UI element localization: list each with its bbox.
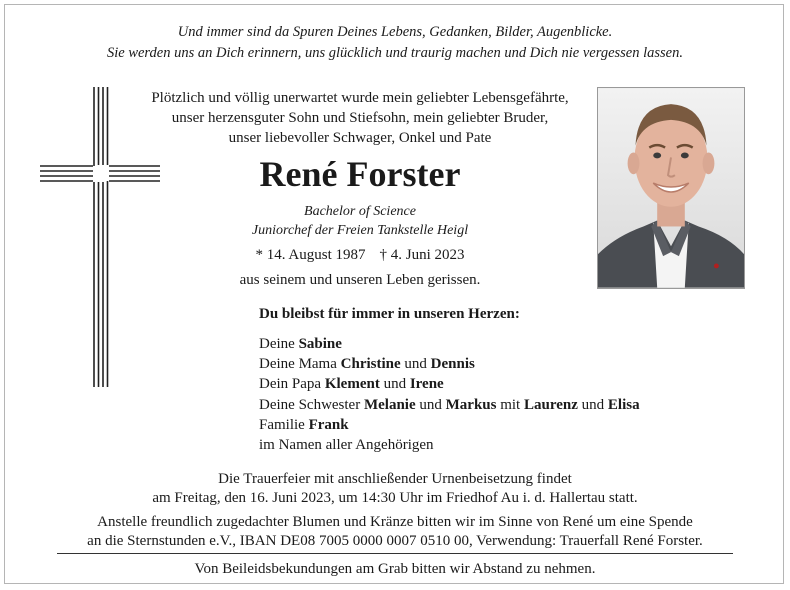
family-line-text: und: [415, 396, 446, 413]
service-line-1: Die Trauerfeier mit anschließender Urnenbeisetzung findet: [218, 471, 572, 487]
family-member-name: Klement: [324, 376, 380, 393]
family-member-name: Laurenz: [523, 396, 578, 413]
life-dates: [120, 245, 600, 265]
intro-line-2: unser herzensguter Sohn und Stiefsohn, mein geliebter Bruder,: [171, 110, 549, 126]
donation-line-1: Anstelle freundlich zugedachter Blumen und Kränze bitten wir im Sinne von René um eine Spende: [97, 514, 693, 530]
family-member-name: Markus: [445, 396, 497, 413]
family-line-text: Deine: [259, 336, 299, 352]
family-line-text: Dein Papa: [259, 376, 325, 393]
family-line-text: und: [379, 376, 410, 393]
subtitle-degree: Bachelor of Science: [304, 204, 416, 219]
family-line-text: im Namen aller Angehörigen: [259, 437, 434, 454]
family-member-name: Irene: [409, 376, 444, 393]
torn-away-text: aus seinem und unseren Leben gerissen.: [239, 272, 481, 288]
family-line-text: Familie: [259, 416, 309, 433]
family-line: [259, 334, 739, 354]
family-line-text: Deine Mama: [259, 356, 341, 373]
family-line: [259, 415, 739, 435]
motto-line-1: Und immer sind da Spuren Deines Lebens, Gedanken, Bilder, Augenblicke.: [177, 24, 613, 40]
family-line-text: und: [400, 356, 431, 373]
family-member-name: Frank: [308, 416, 349, 433]
family-member-name: Dennis: [430, 356, 475, 373]
family-line: [259, 395, 739, 415]
divider: [57, 553, 733, 554]
family-list: [259, 304, 739, 455]
intro-line-1: Plötzlich und völlig unerwartet wurde mein geliebter Lebensgefährte,: [151, 90, 569, 106]
family-member-name: Melanie: [363, 396, 416, 413]
family-line-text: mit: [496, 396, 524, 413]
death-date: † 4. Juni 2023: [379, 247, 465, 263]
family-line-text: Deine Schwester: [259, 396, 364, 413]
family-member-name: Elisa: [607, 396, 640, 413]
subtitle-position: Juniorchef der Freien Tankstelle Heigl: [251, 223, 469, 238]
family-heading: Du bleibst für immer in unseren Herzen:: [259, 306, 520, 322]
portrait-photo: [597, 87, 745, 289]
family-lines: [259, 334, 739, 455]
family-line: [259, 374, 739, 394]
family-line: [259, 435, 739, 455]
family-line-text: und: [577, 396, 608, 413]
deceased-name: René Forster: [259, 154, 461, 194]
birth-date: * 14. August 1987: [255, 247, 366, 263]
family-member-name: Sabine: [298, 336, 342, 352]
footer-note: Von Beileidsbekundungen am Grab bitten wir Abstand zu nehmen.: [194, 561, 596, 577]
family-line: [259, 354, 739, 374]
donation-line-2: an die Sternstunden e.V., IBAN DE08 7005 0000 0007 0510 00, Verwendung: Trauerfall René Forster.: [87, 533, 703, 549]
family-member-name: Christine: [340, 356, 401, 373]
intro-line-3: unser liebevoller Schwager, Onkel und Pate: [228, 130, 492, 146]
motto-line-2: Sie werden uns an Dich erinnern, uns glücklich und traurig machen und Dich nie vergessen lassen.: [106, 45, 683, 61]
service-line-2: am Freitag, den 16. Juni 2023, um 14:30 Uhr im Friedhof Au i. d. Hallertau statt.: [152, 490, 638, 506]
